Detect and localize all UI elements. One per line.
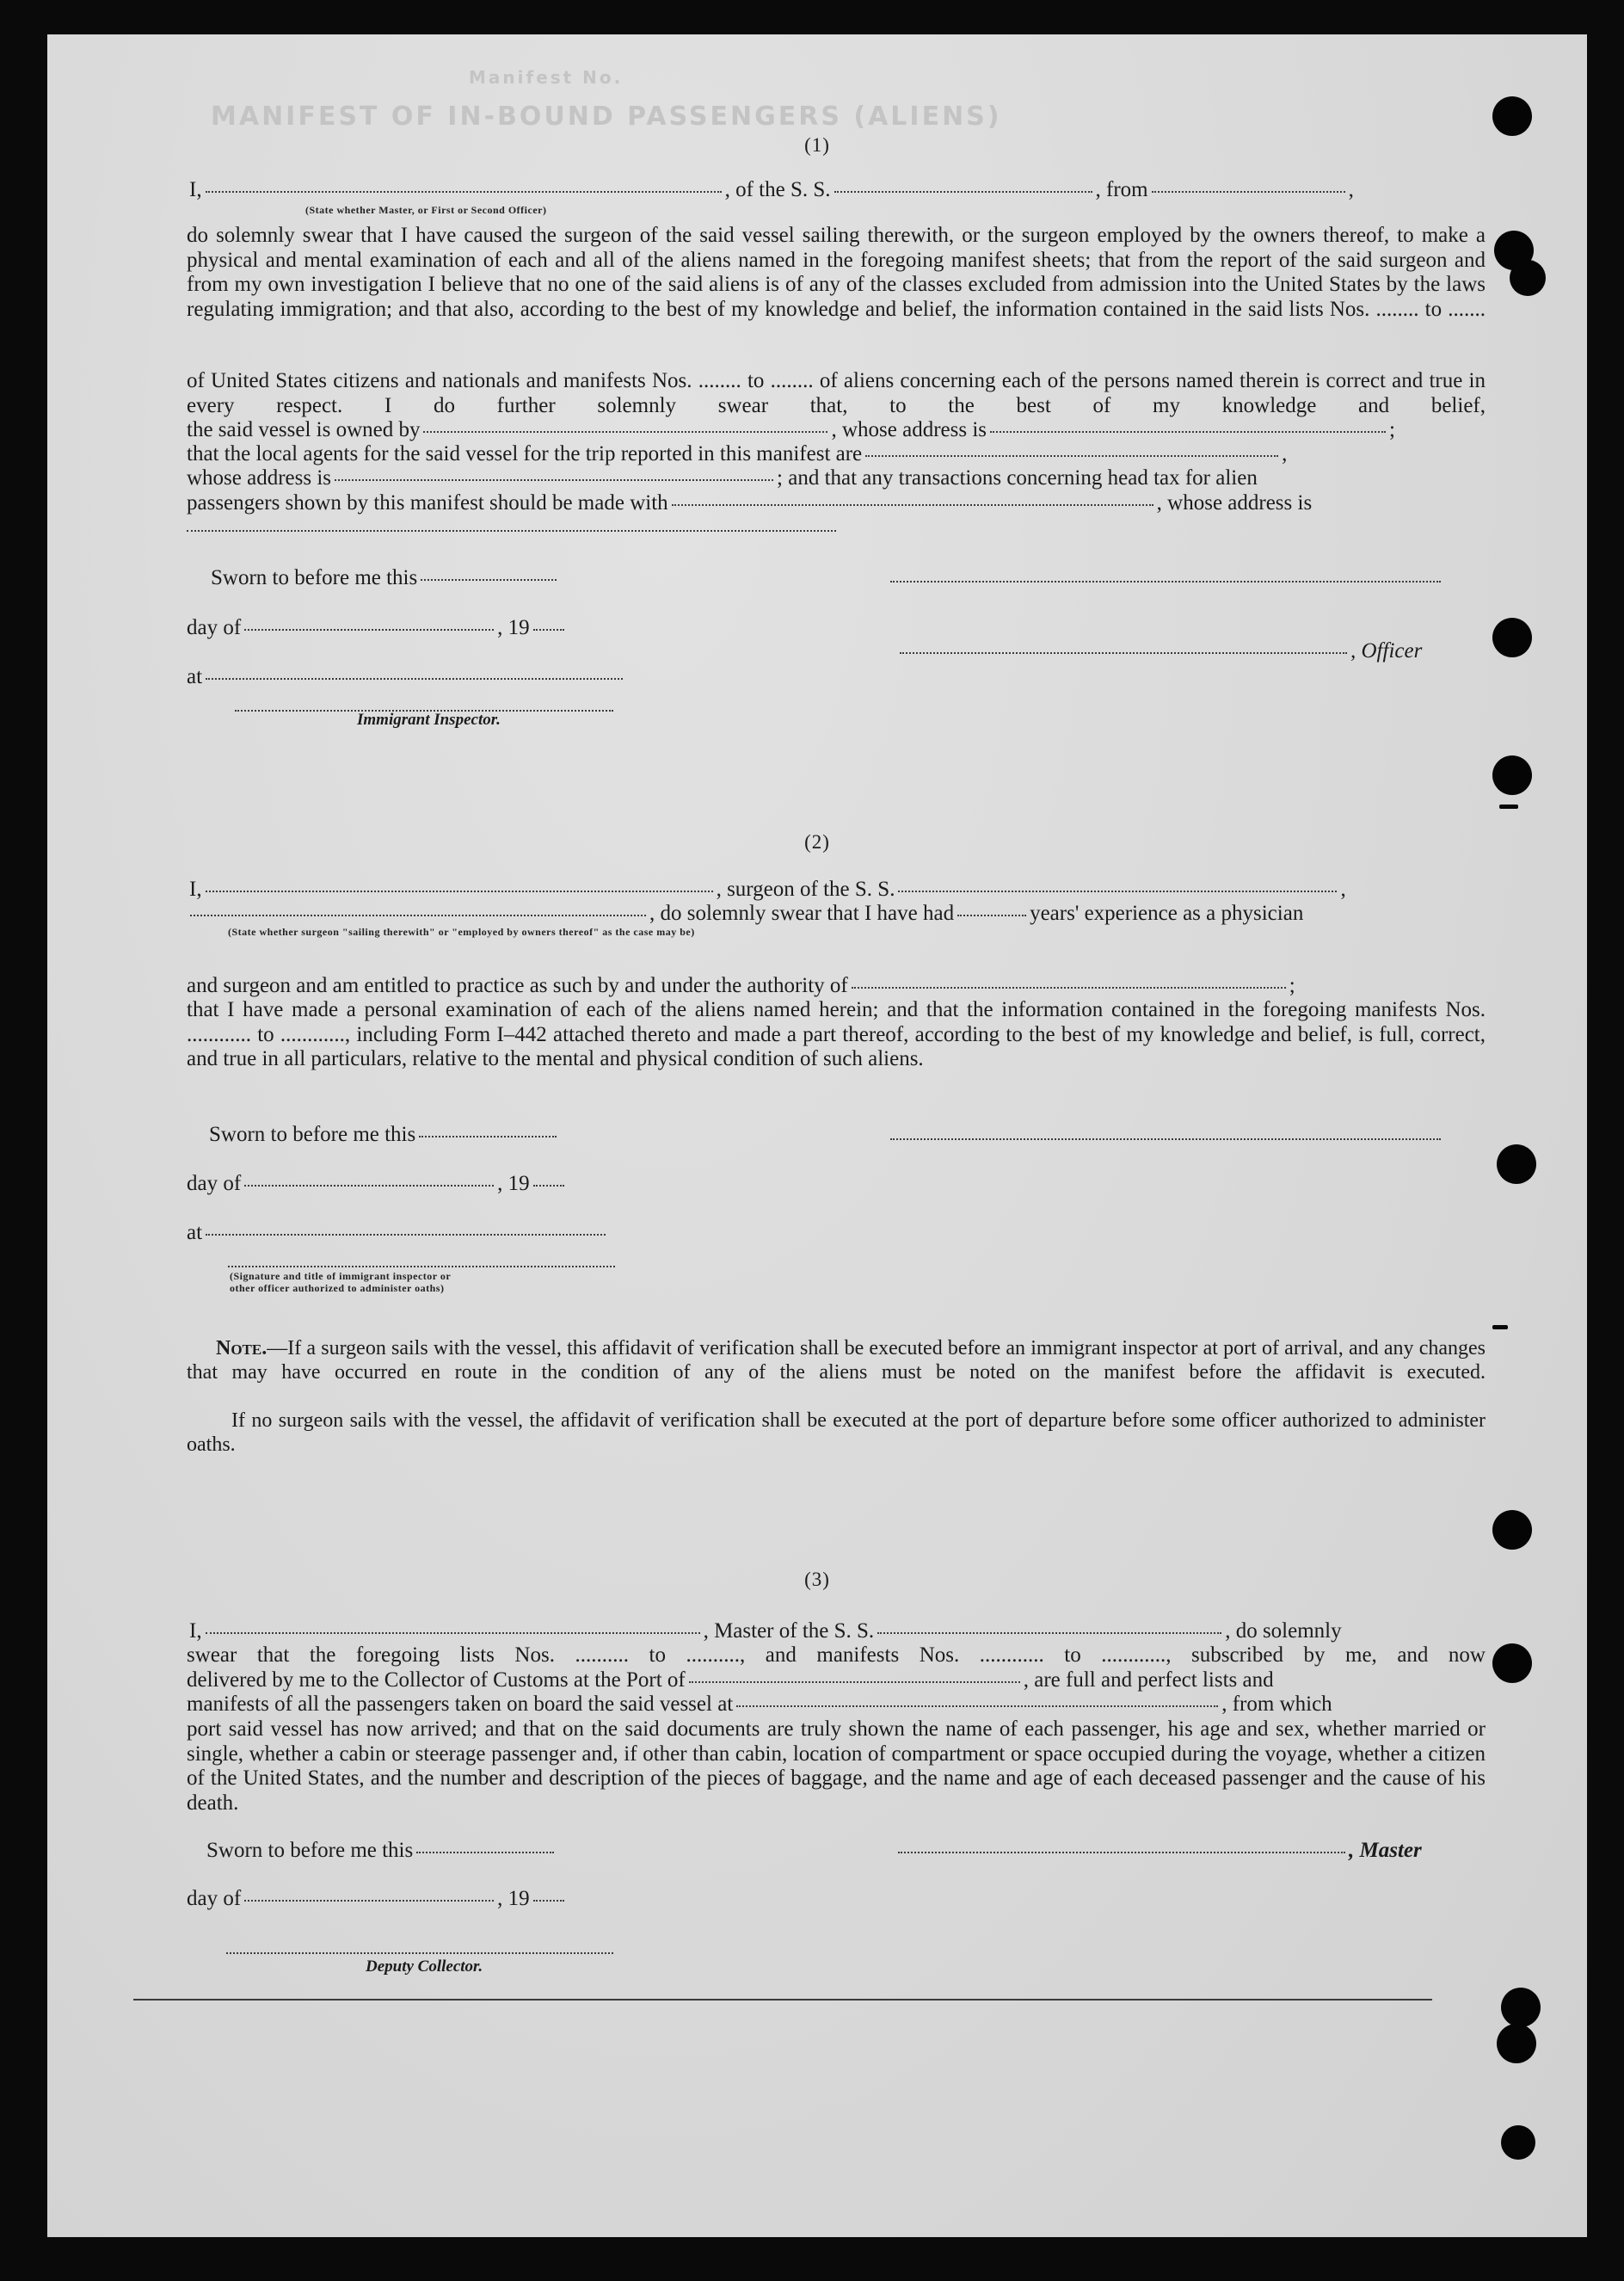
text: , 19 bbox=[497, 1172, 530, 1195]
s1-address-line bbox=[187, 466, 1258, 490]
text: years' experience as a physician bbox=[1030, 902, 1304, 925]
punch-hole bbox=[1492, 1510, 1532, 1550]
fill-in-blank[interactable] bbox=[244, 628, 494, 631]
text: , from which bbox=[1221, 1692, 1332, 1716]
text: , surgeon of the S. S. bbox=[716, 878, 895, 901]
s1-address-blank[interactable] bbox=[187, 529, 836, 532]
s2-signature-blank[interactable] bbox=[890, 1137, 1441, 1140]
s3-master-signature-line bbox=[895, 1839, 1422, 1863]
text: ; bbox=[1289, 974, 1295, 997]
punch-hole bbox=[1492, 755, 1532, 795]
s1-paragraph-1: do solemnly swear that I have caused the surgeon of the said vessel sailing therewith, or the surgeon employed by the owners thereof, to make a physical and mental examination of each and all of the aliens named in the foregoing manifest sheets; that from the report of the said surgeon and from my own investigation I believe that no one of the said aliens is of any of the classes excluded from admission into the United States by the laws regulating immigration; and that also, according to the best of my knowledge and belief, the information contained in the said lists Nos. ........ to ....... bbox=[187, 224, 1486, 321]
master-label: , Master bbox=[1349, 1839, 1422, 1862]
s2-paragraph: that I have made a personal examination of each of the aliens named herein; and that the information contained in the foregoing manifests Nos. ............ to ............, including Form I–442 attached thereto and made a part thereof, according to the best of my knowledge and belief, is full, correct, and true in all particulars, relative to the mental and physical condition of such aliens. bbox=[187, 998, 1486, 1070]
edge-mark bbox=[1492, 1325, 1508, 1329]
s2-officer-signature-blank[interactable] bbox=[228, 1265, 615, 1267]
fill-in-blank[interactable] bbox=[533, 1184, 564, 1187]
punch-hole bbox=[1492, 618, 1532, 657]
s3-sworn-line bbox=[206, 1839, 557, 1863]
s2-experience-line bbox=[187, 902, 1303, 926]
bleed-through-title: MANIFEST OF IN-BOUND PASSENGERS (ALIENS) bbox=[211, 102, 1002, 132]
text: Sworn to before me this bbox=[209, 1123, 416, 1146]
s1-owned-line bbox=[187, 418, 1395, 442]
text: Sworn to before me this bbox=[206, 1839, 414, 1862]
text: I, bbox=[189, 878, 202, 901]
text: passengers shown by this manifest should be made with bbox=[187, 491, 668, 515]
fill-in-blank[interactable] bbox=[736, 1705, 1218, 1707]
text: ; and that any transactions concerning head tax for alien bbox=[777, 466, 1258, 490]
punch-hole bbox=[1501, 1988, 1541, 2027]
fill-in-blank[interactable] bbox=[1152, 190, 1345, 193]
text: , 19 bbox=[497, 616, 530, 639]
s1-inspector-caption: Immigrant Inspector. bbox=[357, 711, 501, 729]
punch-hole bbox=[1497, 1144, 1536, 1184]
section-1-number: (1) bbox=[804, 134, 830, 156]
fill-in-blank[interactable] bbox=[244, 1899, 494, 1902]
fill-in-blank[interactable] bbox=[206, 1233, 606, 1236]
text: , of the S. S. bbox=[724, 178, 831, 201]
edge-mark bbox=[1499, 805, 1518, 809]
s3-paragraph: port said vessel has now arrived; and that on the said documents are truly shown the name of each passenger, his age and sex, whether married or single, whether a cabin or steerage passenger and, if other than cabin, location of compartment or space occupied during the voyage, whether a citizen of the United States, and the number and description of the pieces of baggage, and the name and age of each deceased passenger and the cause of his death. bbox=[187, 1717, 1486, 1815]
fill-in-blank[interactable] bbox=[689, 1680, 1020, 1683]
text: , do solemnly bbox=[1225, 1619, 1342, 1643]
bleed-through-subtitle: Manifest No. bbox=[469, 67, 624, 88]
officer-label: , Officer bbox=[1350, 639, 1423, 663]
punch-hole bbox=[1492, 1643, 1532, 1683]
fill-in-blank[interactable] bbox=[533, 628, 564, 631]
section-3-number: (3) bbox=[804, 1569, 830, 1590]
s3-day-line bbox=[187, 1887, 568, 1911]
punch-hole bbox=[1492, 96, 1532, 136]
text: Sworn to before me this bbox=[211, 566, 418, 589]
text: , bbox=[1282, 442, 1288, 465]
text: ; bbox=[1389, 418, 1395, 441]
text: manifests of all the passengers taken on board the said vessel at bbox=[187, 1692, 734, 1716]
fill-in-blank[interactable] bbox=[898, 1851, 1345, 1853]
fill-in-blank[interactable] bbox=[423, 430, 827, 433]
text: delivered by me to the Collector of Customs at the Port of bbox=[187, 1668, 686, 1692]
s1-master-note: (State whether Master, or First or Second Officer) bbox=[305, 204, 547, 216]
s1-signature-blank[interactable] bbox=[890, 580, 1441, 583]
s3-collector-blank[interactable] bbox=[226, 1951, 613, 1954]
text: that the local agents for the said vessel for the trip reported in this manifest are bbox=[187, 442, 863, 465]
s3-boarded-line bbox=[187, 1692, 1332, 1717]
fill-in-blank[interactable] bbox=[877, 1631, 1221, 1634]
note-text-2: If no surgeon sails with the vessel, the affidavit of verification shall be executed at the port of departure before some officer authorized to administer oaths. bbox=[187, 1409, 1486, 1456]
fill-in-blank[interactable] bbox=[900, 651, 1347, 654]
text: , 19 bbox=[497, 1887, 530, 1910]
text: at bbox=[187, 665, 203, 688]
s3-port-line bbox=[187, 1668, 1274, 1692]
fill-in-blank[interactable] bbox=[335, 478, 773, 481]
fill-in-blank[interactable] bbox=[206, 890, 713, 892]
fill-in-blank[interactable] bbox=[957, 914, 1026, 916]
text: the said vessel is owned by bbox=[187, 418, 421, 441]
note-label: Note. bbox=[216, 1337, 268, 1359]
fill-in-blank[interactable] bbox=[990, 430, 1386, 433]
fill-in-blank[interactable] bbox=[244, 1184, 494, 1187]
s1-paragraph-2: of United States citizens and nationals and manifests Nos. ........ to ........ of aliens concerning each of the persons named therein is correct and true in every respect. I do further solemnly swear that, to the best of my knowledge and belief, bbox=[187, 369, 1486, 417]
fill-in-blank[interactable] bbox=[865, 454, 1278, 457]
s3-collector-caption: Deputy Collector. bbox=[366, 1957, 483, 1976]
text: , are full and perfect lists and bbox=[1023, 1668, 1274, 1692]
bottom-rule bbox=[133, 1999, 1432, 2000]
fill-in-blank[interactable] bbox=[421, 578, 557, 581]
text: I, bbox=[189, 178, 202, 201]
s1-day-line bbox=[187, 616, 568, 640]
s1-sworn-line bbox=[211, 566, 560, 590]
s2-sworn-line bbox=[209, 1123, 560, 1147]
text: , from bbox=[1095, 178, 1148, 201]
fill-in-blank[interactable] bbox=[672, 503, 1153, 506]
note-text: —If a surgeon sails with the vessel, this affidavit of verification shall be executed before an immigrant inspector at port of arrival, and any changes that may have occurred en route in the condition of any of the aliens must be noted on the manifest before the affidavit is executed. bbox=[187, 1337, 1486, 1384]
s2-surgeon-note: (State whether surgeon "sailing therewith" or "employed by owners thereof" as the case may be) bbox=[228, 926, 695, 938]
text: day of bbox=[187, 616, 242, 639]
fill-in-blank[interactable] bbox=[206, 1631, 700, 1634]
text: , bbox=[1340, 878, 1346, 901]
fill-in-blank[interactable] bbox=[190, 914, 646, 916]
text: day of bbox=[187, 1887, 242, 1910]
text: , bbox=[1348, 178, 1354, 201]
punch-hole bbox=[1501, 2125, 1535, 2160]
s3-lists-line: swear that the foregoing lists Nos. .......... to .........., and manifests Nos. ............ to ............, subscribed by me, and now bbox=[187, 1643, 1486, 1667]
text: and surgeon and am entitled to practice as such by and under the authority of bbox=[187, 974, 848, 997]
section-2-number: (2) bbox=[804, 831, 830, 853]
s1-agents-line bbox=[187, 442, 1287, 466]
s3-master-line bbox=[189, 1619, 1342, 1643]
s2-sig-note-2: other officer authorized to administer oaths) bbox=[230, 1282, 445, 1294]
s2-at-line bbox=[187, 1221, 609, 1245]
s1-passengers-line bbox=[187, 491, 1312, 515]
text: , whose address is bbox=[1156, 491, 1313, 515]
s2-surgeon-line bbox=[189, 878, 1346, 902]
punch-hole bbox=[1510, 260, 1546, 296]
s1-at-line bbox=[187, 665, 626, 689]
fill-in-blank[interactable] bbox=[206, 190, 722, 193]
text: at bbox=[187, 1221, 203, 1244]
document-page bbox=[47, 34, 1587, 2237]
text: whose address is bbox=[187, 466, 332, 490]
punch-hole bbox=[1497, 2024, 1536, 2063]
fill-in-blank[interactable] bbox=[898, 890, 1337, 892]
text: day of bbox=[187, 1172, 242, 1195]
text: I, bbox=[189, 1619, 202, 1643]
fill-in-blank[interactable] bbox=[206, 677, 623, 680]
s1-master-line bbox=[189, 178, 1354, 202]
s2-note-paragraph bbox=[187, 1337, 1486, 1384]
text: , whose address is bbox=[831, 418, 987, 441]
text: , do solemnly swear that I have had bbox=[649, 902, 955, 925]
s2-sig-note-1: (Signature and title of immigrant inspector or bbox=[230, 1270, 452, 1282]
text: , Master of the S. S. bbox=[703, 1619, 875, 1643]
fill-in-blank[interactable] bbox=[416, 1851, 554, 1853]
fill-in-blank[interactable] bbox=[834, 190, 1092, 193]
s1-officer-line bbox=[896, 639, 1422, 663]
fill-in-blank[interactable] bbox=[533, 1899, 564, 1902]
s2-day-line bbox=[187, 1172, 568, 1196]
fill-in-blank[interactable] bbox=[852, 986, 1286, 989]
fill-in-blank[interactable] bbox=[419, 1135, 557, 1137]
s2-note-paragraph-2 bbox=[187, 1409, 1486, 1457]
s2-authority-line bbox=[187, 974, 1295, 998]
